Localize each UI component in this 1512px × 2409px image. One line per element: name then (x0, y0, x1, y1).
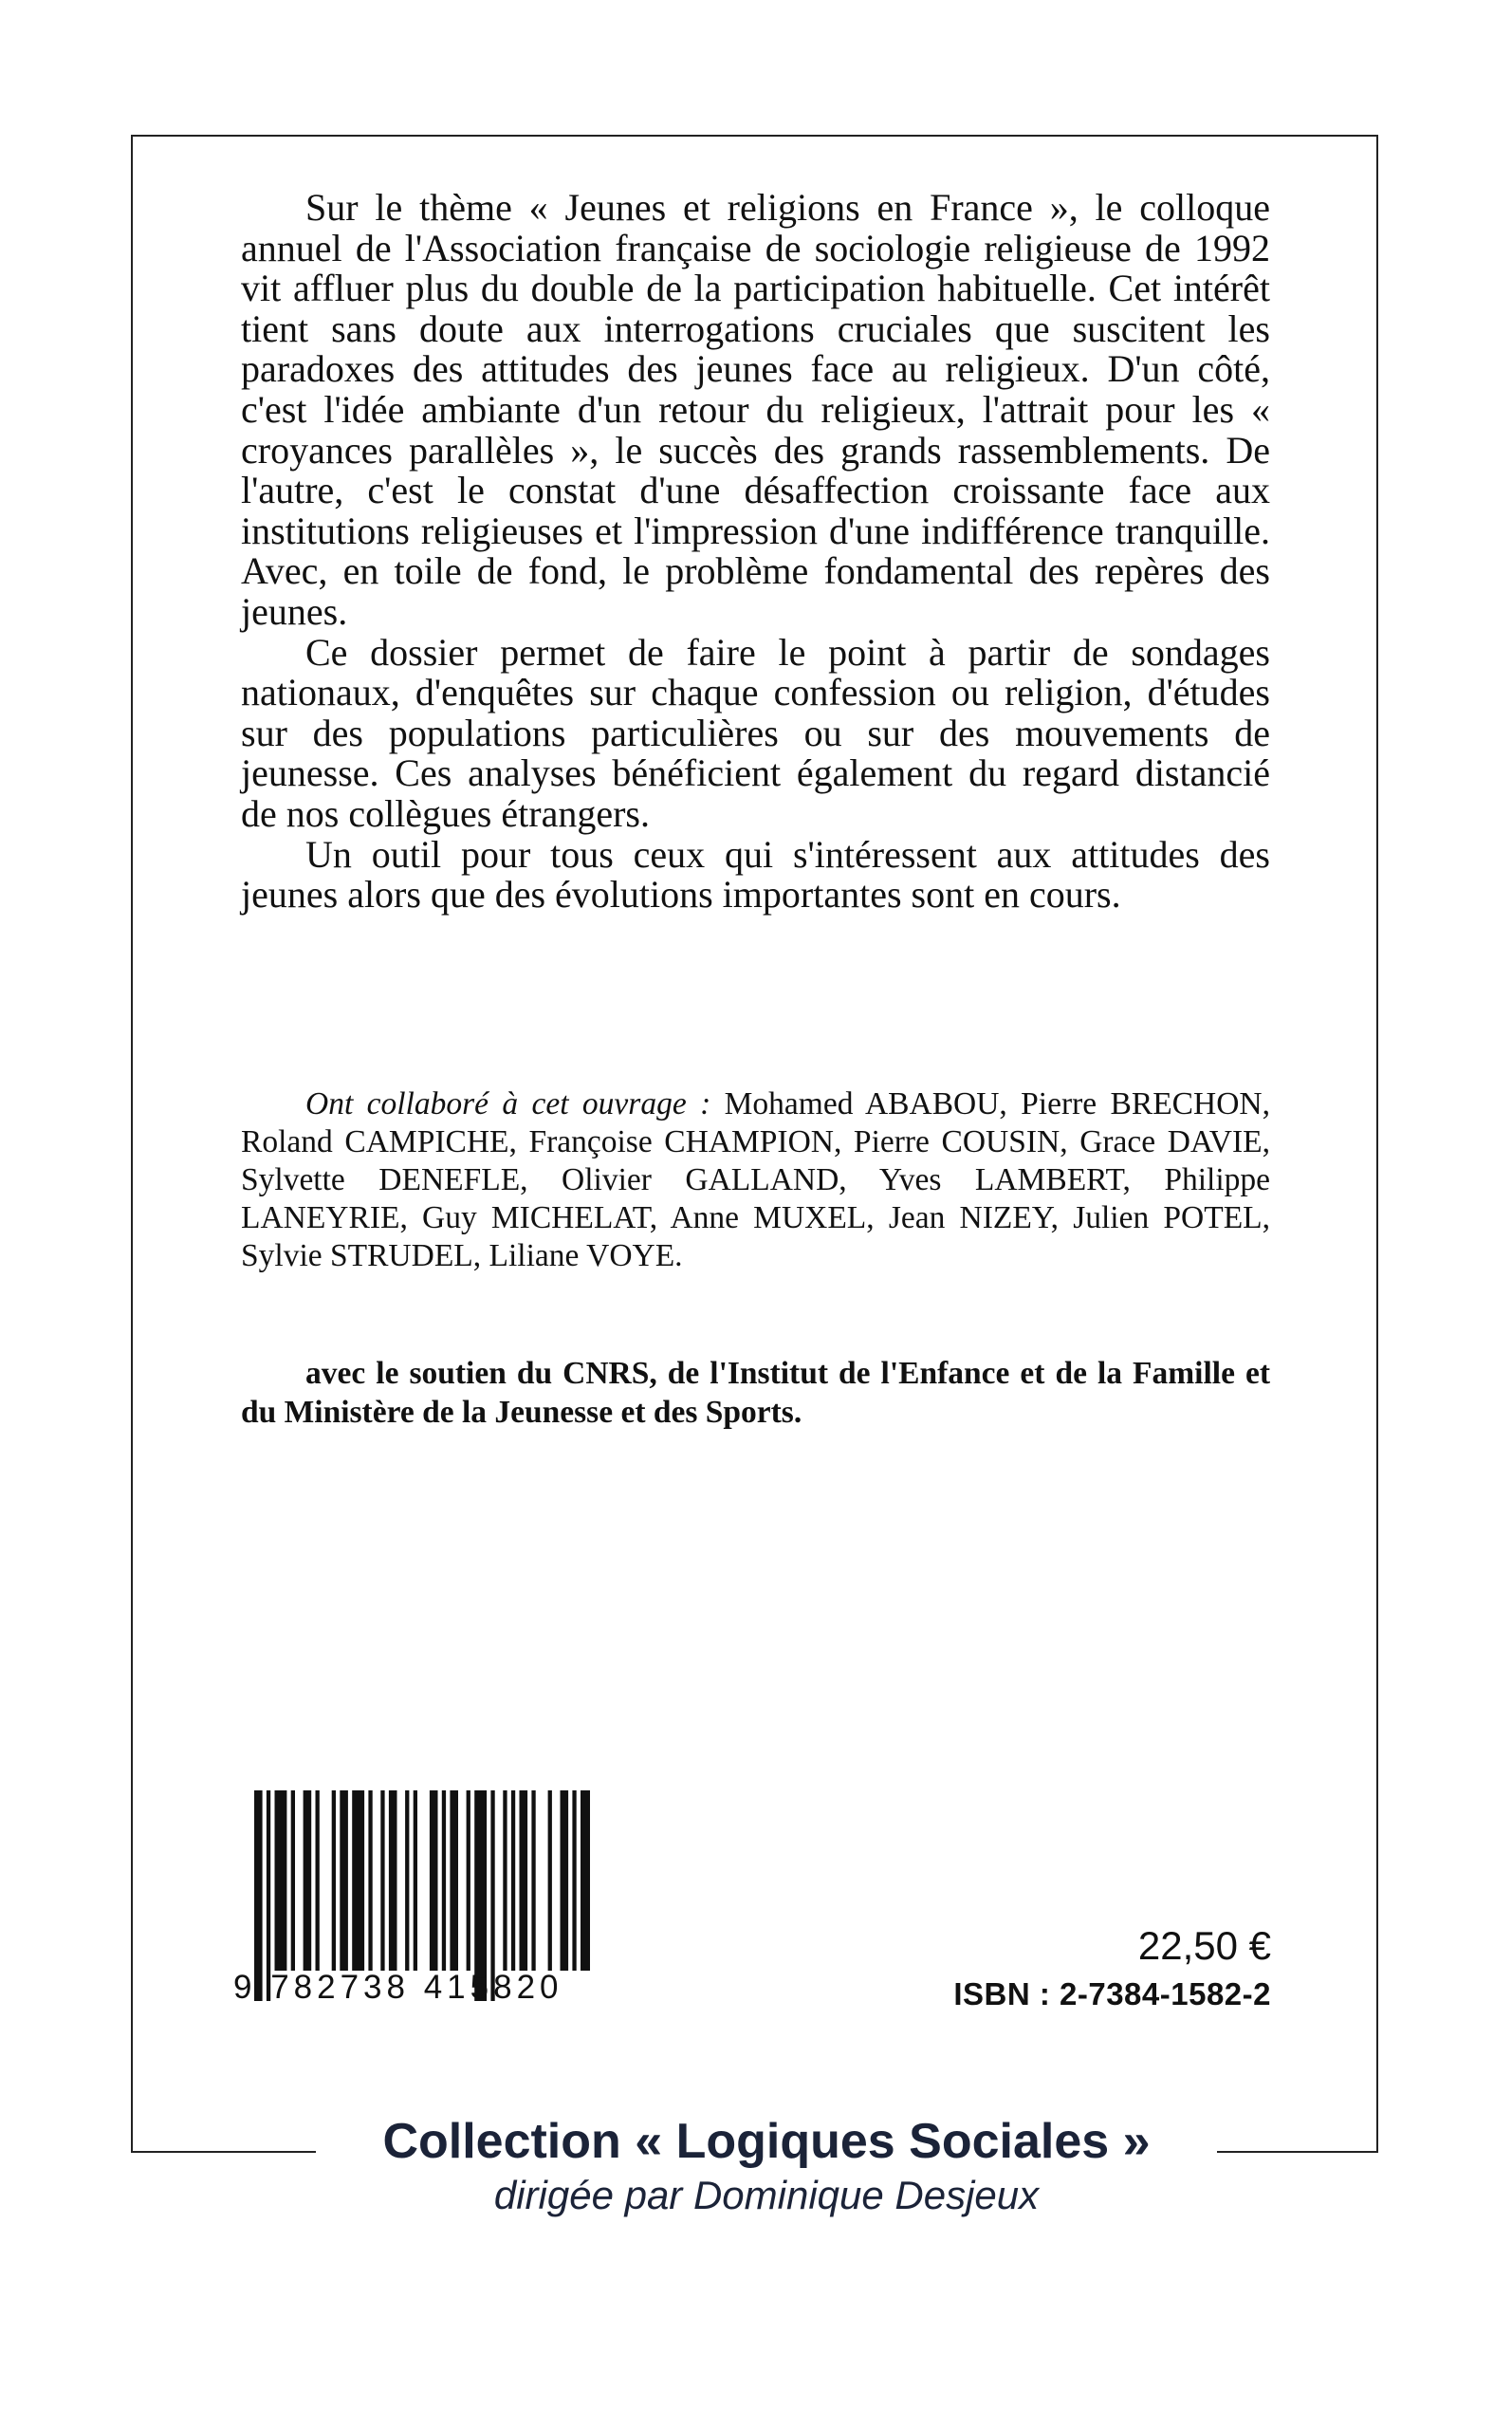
frame-bottom-rule-right (1217, 2151, 1378, 2153)
blurb-paragraph-1: Sur le thème « Jeunes et religions en France », le colloque annuel de l'Association française de sociologie religieuse de 1992 vit affluer plus du double de la participation habituelle. Cet intérêt tient sans doute aux interrogations cruciales que suscitent les paradoxes des attitudes des jeunes face au religieux. D'un côté, c'est l'idée ambiante d'un retour du religieux, l'attrait pour les « croyances parallèles », le succès des grands rassemblements. De l'autre, c'est le constat d'une désaffection croissante face aux institutions religieuses et l'impression d'une indifférence tranquille. Avec, en toile de fond, le problème fondamental des repères des jeunes. (241, 186, 1270, 633)
blurb-paragraph-3: Un outil pour tous ceux qui s'intéressent aux attitudes des jeunes alors que des évolutions importantes sont en cours. (241, 832, 1270, 917)
barcode-bar (531, 1790, 535, 1971)
price: 22,50 € (1137, 1923, 1271, 1968)
frame-bottom-rule-left (131, 2151, 316, 2153)
contributors-intro: Ont collaboré à cet ouvrage : (305, 1086, 711, 1121)
barcode-bar (275, 1790, 287, 1971)
barcode-bar (405, 1790, 409, 1971)
blurb-text (241, 188, 1270, 916)
barcode-digits: 9 782738 415820 (233, 1969, 563, 2006)
collection-director: dirigée par Dominique Desjeux (493, 2173, 1040, 2217)
contributors-block (241, 1085, 1270, 1275)
support-text: avec le soutien du CNRS, de l'Institut de l'Enfance et de la Famille et du Ministère de la Jeunesse et des Sports. (241, 1356, 1270, 1430)
barcode-bar (467, 1790, 470, 1971)
barcode-bar (581, 1790, 590, 1971)
barcode-bar (561, 1790, 569, 1971)
barcode-bar (572, 1790, 576, 1971)
barcode-bar (389, 1790, 397, 1971)
barcode-bar (304, 1790, 312, 1971)
barcode-bar (450, 1790, 458, 1971)
barcode-bar (414, 1790, 417, 1971)
barcode-bar (442, 1790, 446, 1971)
barcode-bar (430, 1790, 438, 1971)
barcode-bar (548, 1790, 552, 1971)
barcode-bar (368, 1790, 372, 1971)
support-statement (241, 1354, 1270, 1432)
barcode-bar (291, 1790, 295, 1971)
isbn: ISBN : 2-7384-1582-2 (953, 1976, 1271, 2011)
barcode-bar (316, 1790, 320, 1971)
barcode-bar (332, 1790, 336, 1971)
barcode-bar (340, 1790, 348, 1971)
collection-title: Collection « Logiques Sociales » (382, 2114, 1151, 2169)
barcode-bar (503, 1790, 507, 1971)
barcode-bar (352, 1790, 364, 1971)
blurb-paragraph-2: Ce dossier permet de faire le point à partir de sondages nationaux, d'enquêtes sur chaque confession ou religion, d'études sur des populations particulières ou sur des mouvements de jeunesse. Ces analyses bénéficient également du regard distancié de nos collègues étrangers. (241, 630, 1270, 835)
contributors-names: Mohamed ABABOU, Pierre BRECHON, Roland CAMPICHE, Françoise CHAMPION, Pierre COUSIN, Grace DAVIE, Sylvette DENEFLE, Olivier GALLAND, Yves LAMBERT, Philippe LANEYRIE, Guy MICHELAT, Anne MUXEL, Jean NIZEY, Julien POTEL, Sylvie STRUDEL, Liliane VOYE. (241, 1086, 1270, 1273)
barcode-bar (520, 1790, 528, 1971)
barcode-bar (511, 1790, 515, 1971)
barcode-bar (380, 1790, 384, 1971)
